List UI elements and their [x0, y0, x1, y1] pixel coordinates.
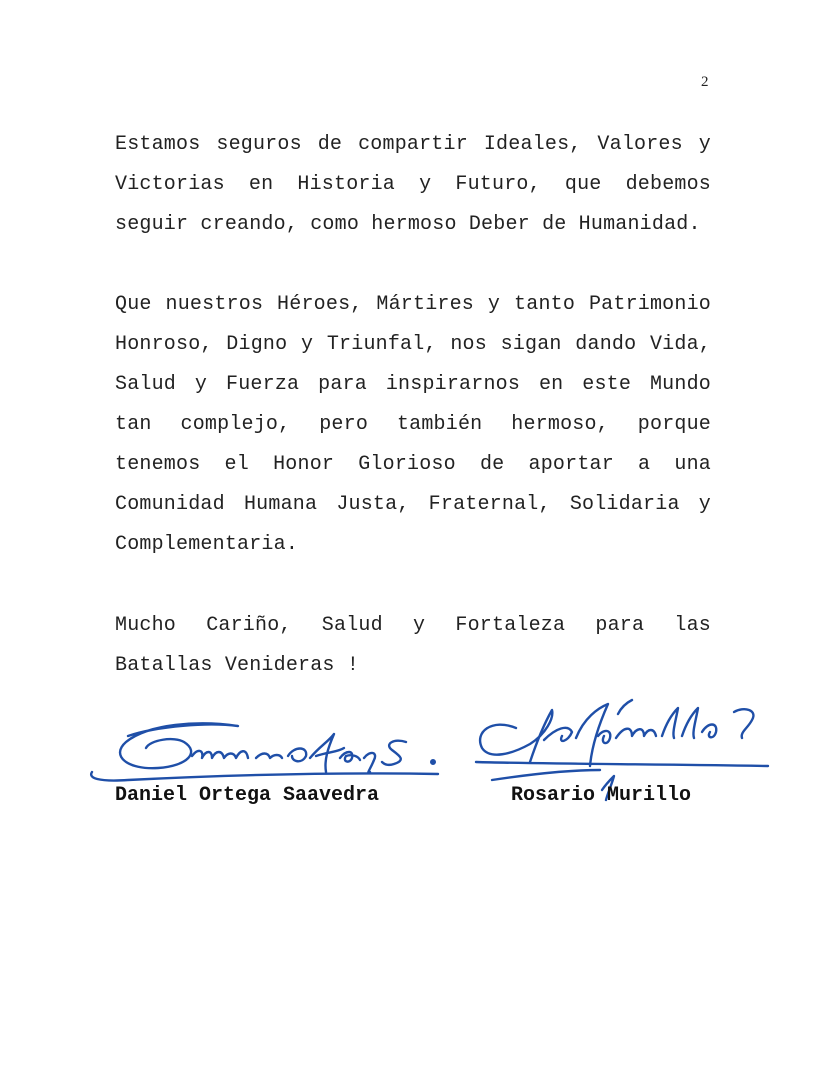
- signatory-name-murillo: Rosario Murillo: [511, 784, 692, 807]
- paragraph-1: Estamos seguros de compartir Ideales, Valores y Victorias en Historia y Futuro, que debemos seguir creando, como hermoso Deber de Humanidad.: [115, 133, 711, 236]
- signatory-name-ortega: Daniel Ortega Saavedra: [115, 784, 380, 807]
- paragraph-3: Mucho Cariño, Salud y Fortaleza para las Batallas Venideras !: [115, 614, 711, 677]
- page-number: 2: [701, 74, 709, 90]
- signature-ortega: [88, 712, 443, 790]
- paragraph-2: Que nuestros Héroes, Mártires y tanto Patrimonio Honroso, Digno y Triunfal, nos sigan dando Vida, Salud y Fuerza para inspirarnos en este Mundo tan complejo, pero también hermoso, porque tenemos el Honor Glorioso de aportar a una Comunidad Humana Justa, Fraternal, Solidaria y Complementaria.: [115, 293, 711, 556]
